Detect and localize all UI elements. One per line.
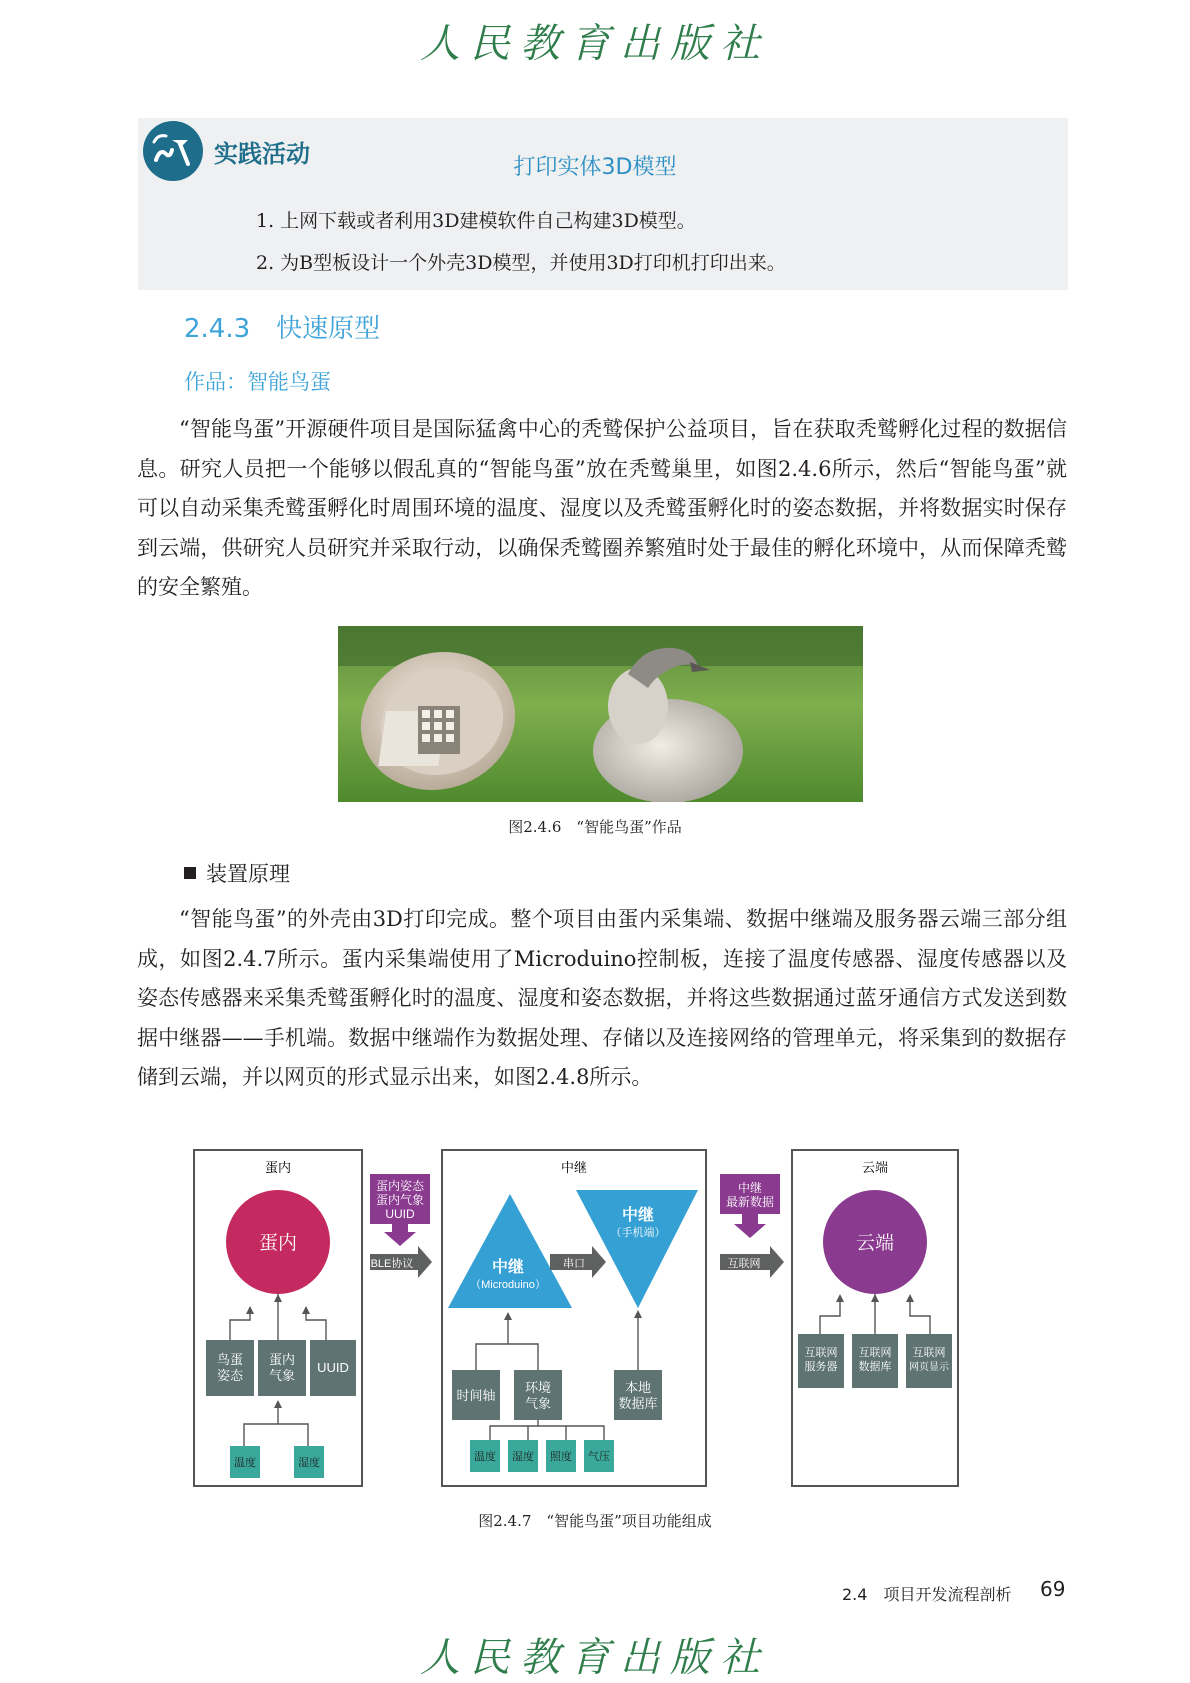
- data-box-relay-line: 中继: [737, 1181, 763, 1195]
- ble-label: BLE协议: [370, 1258, 414, 1270]
- data-box-egg-line: 蛋内姿态: [375, 1179, 425, 1193]
- footer-section: 2.4 项目开发流程剖析: [842, 1585, 1012, 1604]
- box-env-label: 气象: [524, 1396, 552, 1411]
- relay-microduino-sub: （Microduino）: [470, 1279, 546, 1291]
- box-webpage: [906, 1334, 952, 1388]
- sensor-label: 湿度: [512, 1451, 534, 1463]
- box-uuid-label: UUID: [317, 1360, 349, 1375]
- cloud-circle-label: 云端: [855, 1233, 895, 1254]
- box-webpage-label: 互联网: [912, 1347, 946, 1359]
- box-database-label: 互联网: [858, 1347, 892, 1359]
- page-number: 69: [1040, 1577, 1066, 1601]
- activity-item: 2. 为B型板设计一个外壳3D模型，并使用3D打印机打印出来。: [256, 252, 786, 274]
- egg-circle-label: 蛋内: [258, 1233, 298, 1254]
- box-local-db-label: 本地: [624, 1380, 652, 1395]
- internet-label: 互联网: [727, 1258, 761, 1270]
- smart-egg-photo: [338, 626, 863, 802]
- data-box-egg-line: UUID: [385, 1207, 415, 1221]
- section-title: 2.4.3 快速原型: [184, 314, 381, 344]
- box-webpage-label: 网页显示: [909, 1362, 949, 1373]
- relay-phone-sub: （手机端）: [610, 1227, 666, 1239]
- box-egg-weather-label: 蛋内: [268, 1352, 296, 1367]
- bullet-square-icon: [184, 867, 196, 879]
- panel-cloud-title: 云端: [861, 1160, 889, 1175]
- paragraph-intro: “智能鸟蛋”开源硬件项目是国际猛禽中心的秃鹫保护公益项目，旨在获取秃鹫孵化过程的数据信息。研究人员把一个能够以假乱真的“智能鸟蛋”放在秃鹫巢里，如图2.4.6所示，然后“智能鸟蛋”就可以自动采集秃鹫蛋孵化时周围环境的温度、湿度以及秃鹫蛋孵化时的姿态数据，并将数据实时保存到云端，供研究人员研究并采取行动，以确保秃鹫圈养繁殖时处于最佳的孵化环境中，从而保障秃鹫的安全繁殖。: [137, 417, 1067, 599]
- box-posture-label: 姿态: [216, 1368, 244, 1383]
- box-local-db: [614, 1370, 662, 1420]
- bullet-heading-text: 装置原理: [206, 862, 290, 886]
- box-egg-weather-label: 气象: [268, 1368, 296, 1383]
- data-box-relay-line: 最新数据: [725, 1195, 775, 1209]
- box-timeline-label: 时间轴: [456, 1388, 496, 1403]
- figure-caption: 图2.4.7 “智能鸟蛋”项目功能组成: [478, 1512, 712, 1530]
- panel-relay-title: 中继: [560, 1160, 588, 1175]
- relay-microduino-label: 中继: [491, 1259, 525, 1276]
- activity-item: 1. 上网下载或者利用3D建模软件自己构建3D模型。: [256, 210, 696, 232]
- box-local-db-label: 数据库: [618, 1396, 658, 1411]
- work-title: 作品：智能鸟蛋: [184, 370, 331, 394]
- box-env: [514, 1370, 562, 1420]
- down-arrow-icon: [734, 1214, 766, 1238]
- bullet-heading: [184, 858, 290, 888]
- sensor-label: 温度: [474, 1451, 496, 1463]
- function-diagram: [192, 1148, 1012, 1488]
- box-posture-label: 鸟蛋: [216, 1352, 244, 1367]
- box-server-label: 互联网: [804, 1347, 838, 1359]
- data-box-egg-line: 蛋内气象: [375, 1193, 425, 1207]
- publisher-logo: 人民教育出版社: [420, 21, 770, 67]
- sensor-label: 湿度: [298, 1457, 320, 1469]
- activity-subtitle: 打印实体3D模型: [513, 155, 677, 180]
- panel-egg-title: 蛋内: [264, 1160, 292, 1175]
- figure-caption: 图2.4.6 “智能鸟蛋”作品: [508, 818, 682, 836]
- publisher-logo: 人民教育出版社: [420, 1635, 770, 1681]
- paragraph-principle: “智能鸟蛋”的外壳由3D打印完成。整个项目由蛋内采集端、数据中继端及服务器云端三部分组成，如图2.4.7所示。蛋内采集端使用了Microduino控制板，连接了温度传感器、湿度传感器以及姿态传感器来采集秃鹫蛋孵化时的温度、湿度和姿态数据，并将这些数据通过蓝牙通信方式发送到数据中继器——手机端。数据中继端作为数据处理、存储以及连接网络的管理单元，将采集到的数据存储到云端，并以网页的形式显示出来，如图2.4.8所示。: [137, 907, 1067, 1089]
- sensor-label: 气压: [588, 1451, 610, 1463]
- sensor-label: 照度: [550, 1451, 572, 1463]
- box-server-label: 服务器: [804, 1361, 838, 1373]
- box-database-label: 数据库: [858, 1361, 892, 1373]
- activity-label: 实践活动: [214, 140, 310, 168]
- relay-phone-label: 中继: [621, 1207, 655, 1224]
- sensor-label: 温度: [234, 1457, 256, 1469]
- down-arrow-icon: [384, 1224, 416, 1246]
- box-env-label: 环境: [524, 1380, 552, 1395]
- serial-label: 串口: [563, 1258, 585, 1270]
